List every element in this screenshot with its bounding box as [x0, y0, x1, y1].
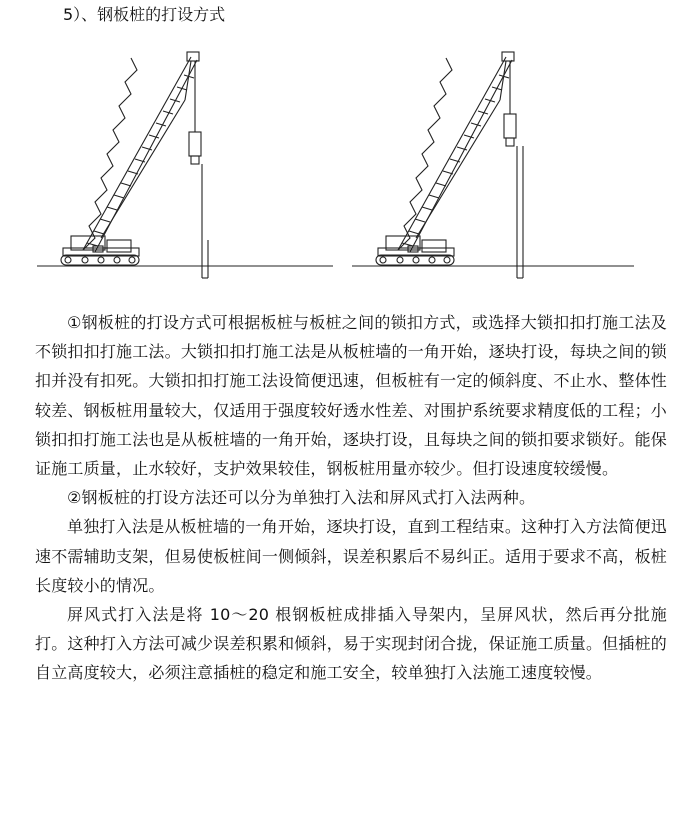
paragraph-single-driving: 单独打入法是从板桩墙的一角开始，逐块打设，直到工程结束。这种打入方法简便迅速不需辅助支架，但易使板桩间一侧倾斜，误差积累后不易纠正。适用于要求不高，板桩长度较小的情况。	[35, 517, 667, 595]
crane-pile-driving-icon	[35, 40, 335, 285]
paragraph-locking-methods: ①钢板桩的打设方式可根据板桩与板桩之间的锁扣方式，或选择大锁扣扣打施工法及不锁扣扣打施工法。大锁扣扣打施工法是从板桩墙的一角开始，逐块打设，每块之间的锁扣并没有扣死。大锁扣扣打施工法设简便迅速，但板桩有一定的倾斜度、不止水、整体性较差、钢板桩用量较大，仅适用于强度较好透水性差、对围护系统要求精度低的工程；小锁扣扣打施工法也是从板桩墙的一角开始，逐块打设，且每块之间的锁扣要求锁好。能保证施工质量，止水较好，支护效果较佳，钢板桩用量亦较少。但打设速度较缓慢。	[35, 313, 667, 479]
crane-illustration-right	[350, 40, 650, 285]
paragraph-screen-driving: 屏风式打入法是将 10～20 根钢板桩成排插入导架内，呈屏风状，然后再分批施打。这种打入方法可减少误差积累和倾斜，易于实现封闭合拢，保证施工质量。但插桩的自立高度较大，必须注意插桩的稳定和施工安全，较单独打入法施工速度较慢。	[35, 605, 667, 683]
section-heading: 5）、钢板桩的打设方式	[63, 5, 226, 24]
crane-pile-driving-icon	[350, 40, 650, 285]
crane-illustration-left	[35, 40, 335, 285]
paragraph-driving-methods: ②钢板桩的打设方法还可以分为单独打入法和屏风式打入法两种。	[67, 488, 536, 508]
body-text	[35, 308, 667, 688]
